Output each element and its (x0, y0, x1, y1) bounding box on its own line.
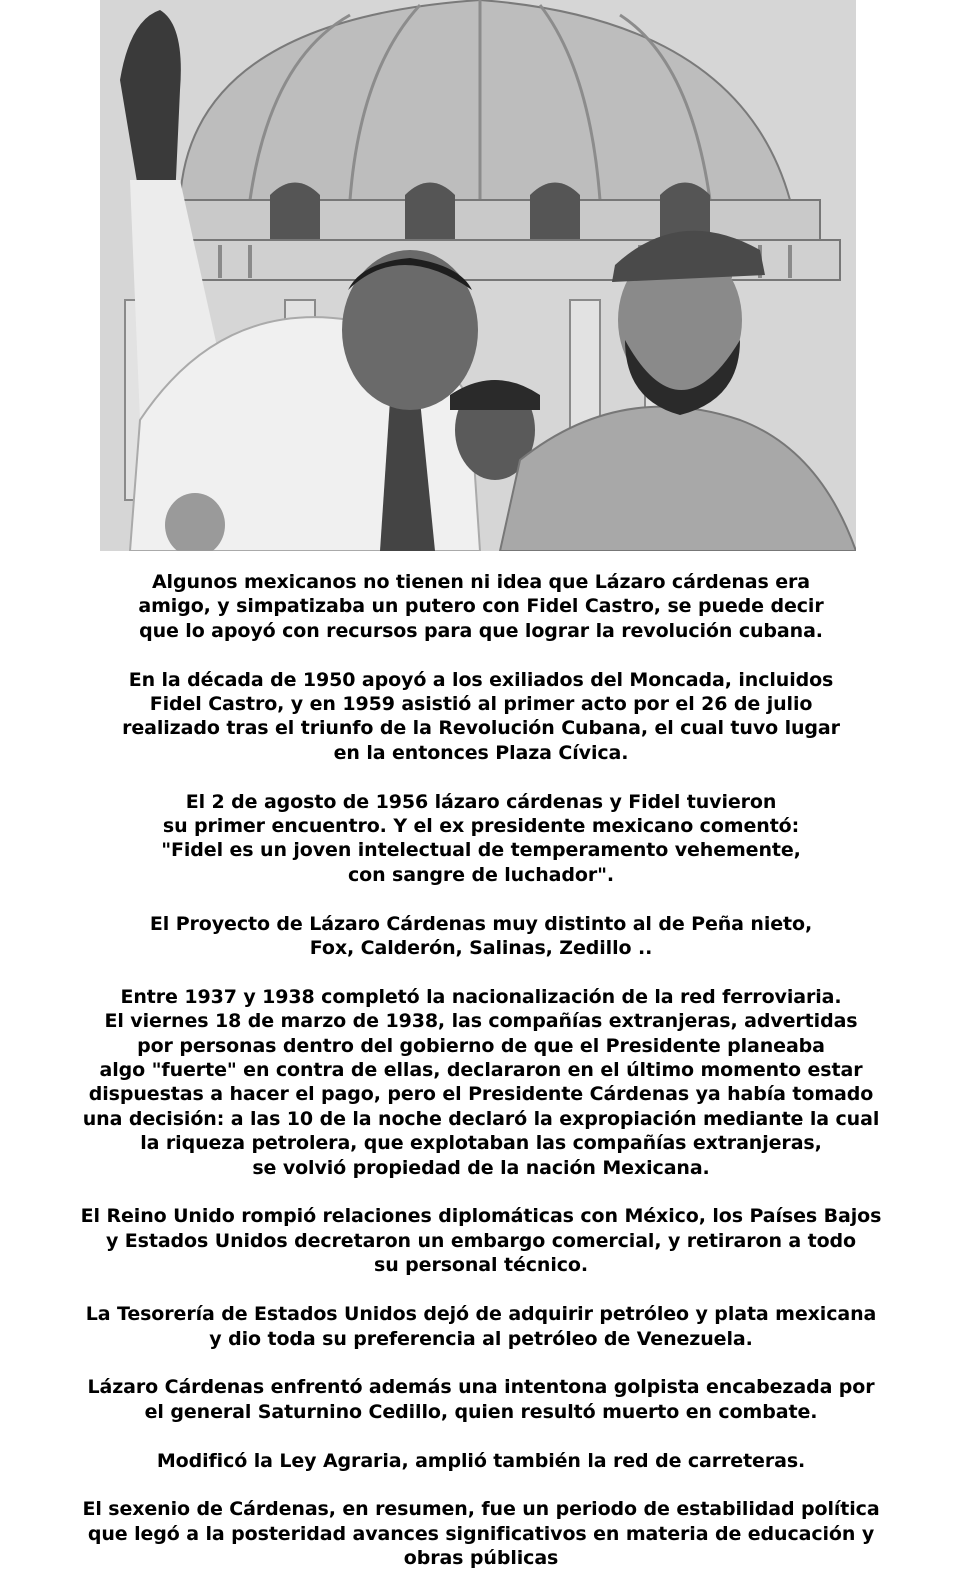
text-line: con sangre de luchador". (347, 863, 615, 886)
text-line: en la entonces Plaza Cívica. (333, 741, 629, 764)
text-line: dispuestas a hacer el pago, pero el Presidente Cárdenas ya había tomado (88, 1083, 874, 1106)
text-line: Modificó la Ley Agraria, amplió también la red de carreteras. (156, 1449, 806, 1472)
text-line: Lázaro Cárdenas enfrentó además una intentona golpista encabezada por (87, 1376, 875, 1399)
paragraph-summary (0, 1497, 962, 1570)
text-line: El sexenio de Cárdenas, en resumen, fue un periodo de estabilidad política (82, 1498, 880, 1521)
paragraph-treasury (0, 1302, 962, 1351)
paragraph-expropriation (0, 985, 962, 1180)
text-line: Fidel Castro, y en 1959 asistió al primer acto por el 26 de julio (149, 693, 813, 716)
text-line: su primer encuentro. Y el ex presidente mexicano comentó: (162, 815, 800, 838)
text-line: por personas dentro del gobierno de que el Presidente planeaba (137, 1034, 825, 1057)
text-line: El Reino Unido rompió relaciones diplomáticas con México, los Países Bajos (80, 1205, 882, 1228)
text-line: la riqueza petrolera, que explotaban las compañías extranjeras, (140, 1132, 822, 1155)
text-line: el general Saturnino Cedillo, quien resultó muerto en combate. (144, 1400, 818, 1423)
text-line: amigo, y simpatizaba un putero con Fidel Castro, se puede decir (138, 595, 824, 618)
text-line: En la década de 1950 apoyó a los exiliados del Moncada, incluidos (128, 668, 834, 691)
historical-photo (100, 0, 856, 551)
text-line: obras públicas (403, 1547, 559, 1570)
text-line: realizado tras el triunfo de la Revolución Cubana, el cual tuvo lugar (122, 717, 840, 740)
paragraph-reaction (0, 1204, 962, 1277)
article-text (0, 570, 962, 1571)
text-line: que lo apoyó con recursos para que lograr la revolución cubana. (139, 619, 823, 642)
text-line: Entre 1937 y 1938 completó la nacionalización de la red ferroviaria. (120, 985, 842, 1008)
paragraph-moncada (0, 668, 962, 766)
text-line: El 2 de agosto de 1956 lázaro cárdenas y Fidel tuvieron (185, 790, 777, 813)
text-line: algo "fuerte" en contra de ellas, declararon en el último momento estar (99, 1059, 863, 1082)
text-line: se volvió propiedad de la nación Mexicana. (252, 1156, 710, 1179)
text-line: y dio toda su preferencia al petróleo de Venezuela. (209, 1327, 753, 1350)
text-line: Algunos mexicanos no tienen ni idea que Lázaro cárdenas era (151, 571, 811, 593)
text-line: y Estados Unidos decretaron un embargo comercial, y retiraron a todo (105, 1229, 857, 1252)
paragraph-project (0, 912, 962, 961)
text-line: que legó a la posteridad avances significativos en materia de educación y (87, 1522, 875, 1545)
text-line: La Tesorería de Estados Unidos dejó de adquirir petróleo y plata mexicana (85, 1303, 877, 1326)
text-line: Fox, Calderón, Salinas, Zedillo .. (309, 937, 653, 960)
text-line: El viernes 18 de marzo de 1938, las compañías extranjeras, advertidas (104, 1010, 858, 1033)
text-line: una decisión: a las 10 de la noche declaró la expropiación mediante la cual (82, 1107, 880, 1130)
text-line: su personal técnico. (374, 1254, 588, 1277)
photo-illustration (100, 0, 856, 551)
paragraph-friendship (0, 570, 962, 643)
paragraph-first-meeting (0, 790, 962, 888)
paragraph-coup (0, 1375, 962, 1424)
text-line: "Fidel es un joven intelectual de temperamento vehemente, (161, 839, 801, 862)
text-line: El Proyecto de Lázaro Cárdenas muy distinto al de Peña nieto, (149, 912, 813, 935)
paragraph-agrarian (0, 1449, 962, 1473)
